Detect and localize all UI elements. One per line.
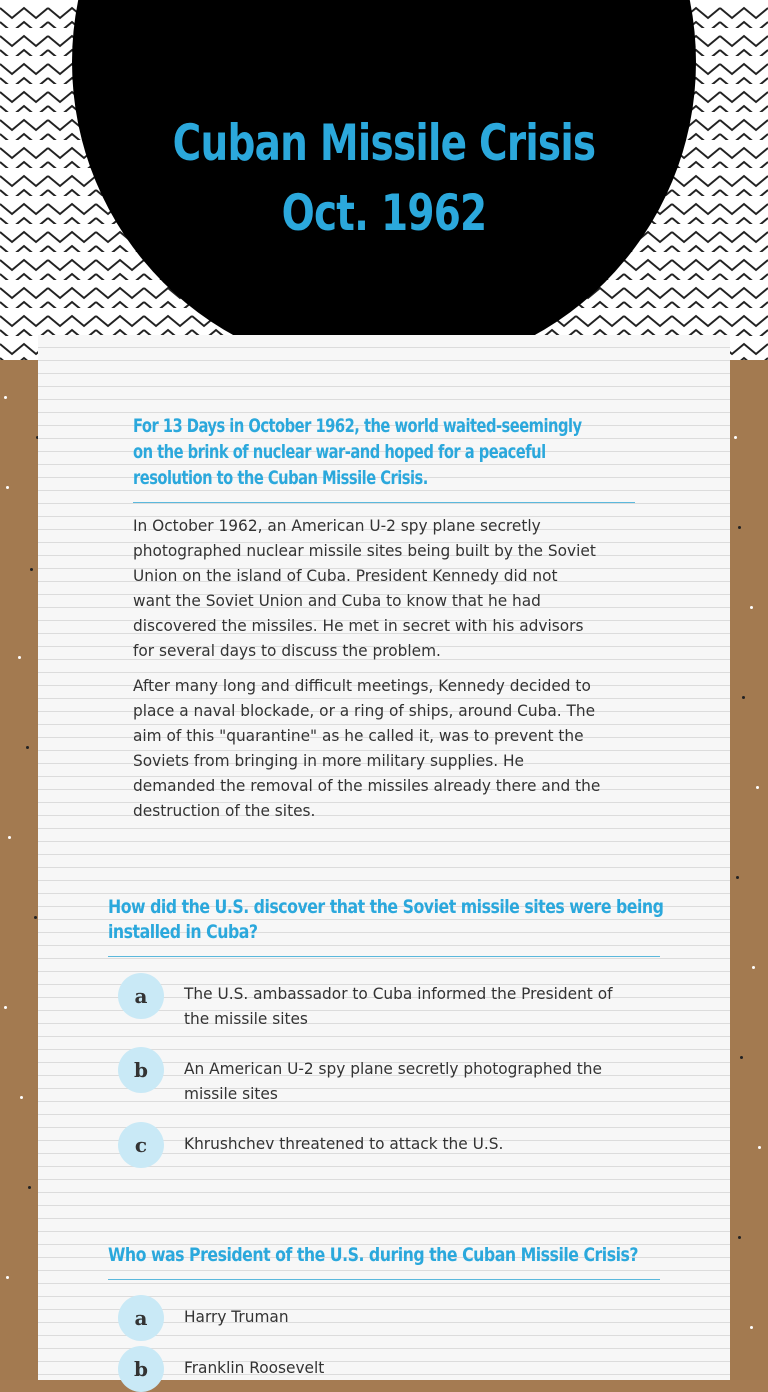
option-line: the missile sites xyxy=(184,1009,308,1028)
option-a-text[interactable] xyxy=(184,981,664,1031)
paragraph-1 xyxy=(133,513,638,663)
divider xyxy=(108,1279,660,1280)
option-line: missile sites xyxy=(184,1084,278,1103)
intro-heading xyxy=(133,413,635,491)
option-c-badge[interactable]: c xyxy=(118,1122,164,1168)
text-line: destruction of the sites. xyxy=(133,801,316,820)
text-line: demanded the removal of the missiles already there and the xyxy=(133,776,601,795)
question-line: Who was President of the U.S. during the Cuban Missile Crisis? xyxy=(108,1244,639,1266)
text-line: place a naval blockade, or a ring of ships, around Cuba. The xyxy=(133,701,596,720)
option-b-text[interactable] xyxy=(184,1056,664,1106)
option-a-badge[interactable]: a xyxy=(118,973,164,1019)
option-b-badge[interactable]: b xyxy=(118,1346,164,1392)
text-line: want the Soviet Union and Cuba to know that he had xyxy=(133,591,541,610)
title-line-1: Cuban Missile Crisis xyxy=(172,114,596,172)
header-banner xyxy=(0,0,768,360)
option-a-badge[interactable]: a xyxy=(118,1295,164,1341)
intro-heading-line: resolution to the Cuban Missile Crisis. xyxy=(133,467,428,489)
question-line: installed in Cuba? xyxy=(108,921,258,943)
option-b-text[interactable] xyxy=(184,1355,664,1380)
divider xyxy=(133,502,635,503)
notebook-paper xyxy=(38,335,730,1380)
text-line: discovered the missiles. He met in secret with his advisors xyxy=(133,616,584,635)
option-b-badge[interactable]: b xyxy=(118,1047,164,1093)
option-line: Franklin Roosevelt xyxy=(184,1358,325,1377)
question-1-heading xyxy=(108,895,768,945)
question-line: How did the U.S. discover that the Soviet missile sites were being xyxy=(108,896,664,918)
question-2-heading xyxy=(108,1243,747,1268)
title-line-2: Oct. 1962 xyxy=(281,184,487,242)
page-title xyxy=(84,108,683,248)
option-line: Khrushchev threatened to attack the U.S. xyxy=(184,1134,504,1153)
option-a-text[interactable] xyxy=(184,1304,664,1329)
intro-heading-line: on the brink of nuclear war-and hoped for a peaceful xyxy=(133,441,546,463)
paragraph-2 xyxy=(133,673,638,823)
text-line: aim of this "quarantine" as he called it, was to prevent the xyxy=(133,726,584,745)
text-line: In October 1962, an American U-2 spy plane secretly xyxy=(133,516,541,535)
text-line: for several days to discuss the problem. xyxy=(133,641,441,660)
divider xyxy=(108,956,660,957)
option-line: An American U-2 spy plane secretly photographed the xyxy=(184,1059,602,1078)
text-line: After many long and difficult meetings, Kennedy decided to xyxy=(133,676,591,695)
text-line: Union on the island of Cuba. President Kennedy did not xyxy=(133,566,558,585)
option-line: Harry Truman xyxy=(184,1307,289,1326)
intro-heading-line: For 13 Days in October 1962, the world waited-seemingly xyxy=(133,415,582,437)
text-line: Soviets from bringing in more military supplies. He xyxy=(133,751,524,770)
option-line: The U.S. ambassador to Cuba informed the President of xyxy=(184,984,613,1003)
text-line: photographed nuclear missile sites being built by the Soviet xyxy=(133,541,596,560)
option-c-text[interactable] xyxy=(184,1131,664,1156)
